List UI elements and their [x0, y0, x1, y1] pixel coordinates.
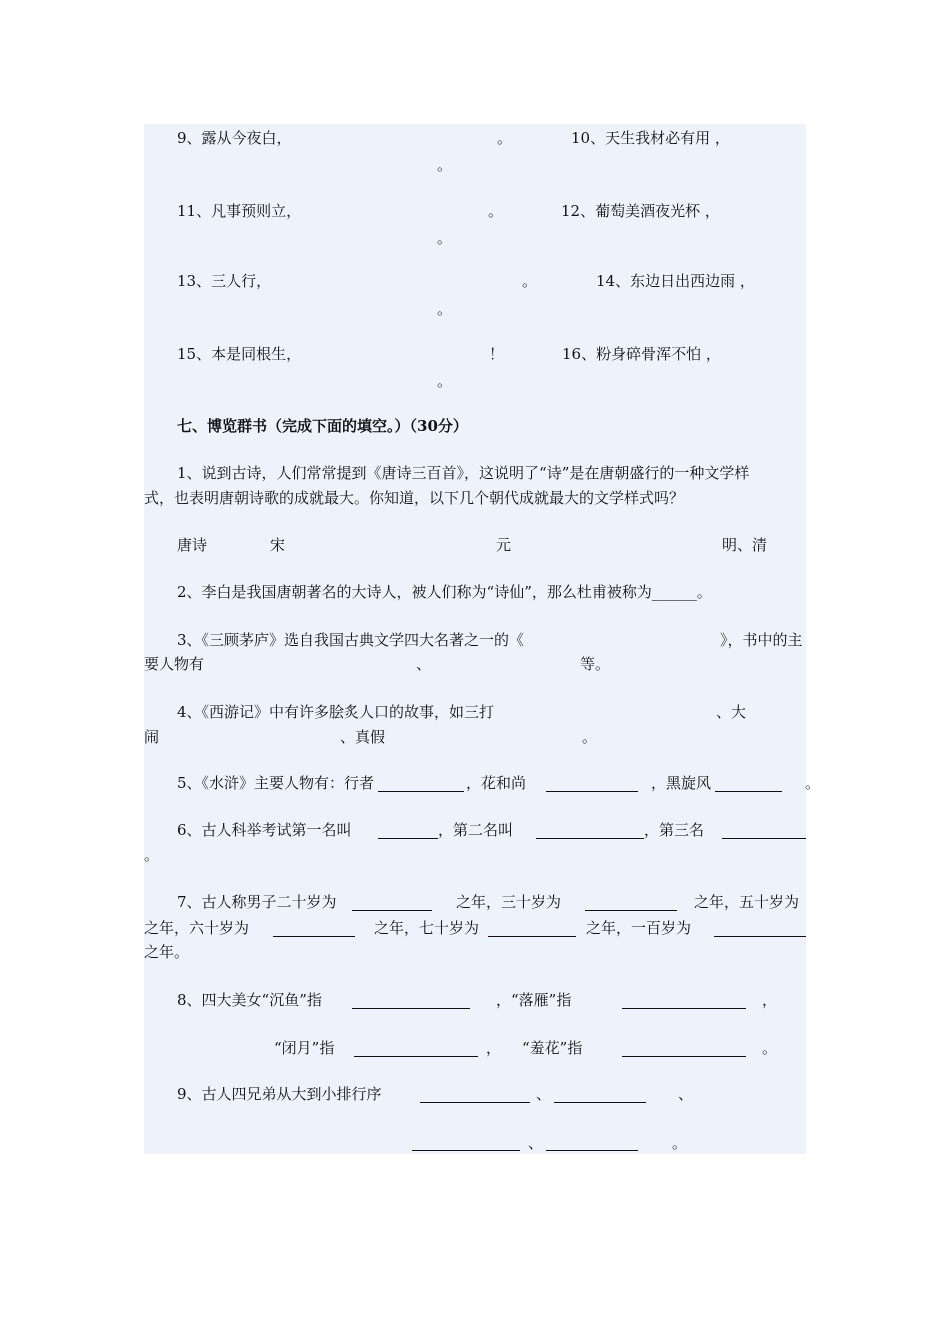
question-6-text: 6、古人科举考试第一名叫: [177, 821, 352, 839]
poem-second-line: 16、粉身碎骨浑不怕 ，: [562, 345, 721, 363]
poem-punct: 。: [522, 272, 538, 290]
question-8-text: ，“落雁”指: [496, 991, 572, 1009]
answer-blank[interactable]: [536, 838, 644, 839]
poem-end-punct: 。: [437, 372, 453, 390]
question-5-text: ，黑旋风: [651, 774, 712, 792]
dynasty-label: 明、清: [722, 536, 768, 554]
question-5-text: 5、《水浒》主要人物有：行者: [177, 774, 375, 792]
question-5-text: ，花和尚: [466, 774, 527, 792]
answer-blank[interactable]: [554, 1102, 646, 1103]
question-4-text: 4、《西游记》中有许多脍炙人口的故事，如三打: [177, 703, 495, 721]
poem-second-line: 14、东边日出西边雨 ，: [596, 272, 755, 290]
question-9-text: 9、古人四兄弟从大到小排行序: [177, 1085, 382, 1103]
answer-blank[interactable]: [378, 791, 464, 792]
answer-blank[interactable]: [378, 838, 438, 839]
question-8-text: ，: [486, 1039, 502, 1057]
poem-end-punct: 。: [437, 156, 453, 174]
question-7-text: 之年，五十岁为: [694, 893, 800, 911]
answer-blank[interactable]: [546, 791, 638, 792]
poem-end-punct: 。: [437, 229, 453, 247]
question-6-text: ，第二名叫: [438, 821, 514, 839]
question-7-text: 之年，六十岁为: [144, 919, 250, 937]
question-3-text: 》，书中的主: [720, 631, 803, 649]
question-6-text: ，第三名: [644, 821, 705, 839]
section-title: 七、博览群书（完成下面的填空。）（30分）: [177, 417, 468, 435]
question-7-text: 7、古人称男子二十岁为: [177, 893, 337, 911]
dynasty-label: 宋: [270, 536, 286, 554]
question-7-text: 之年。: [144, 943, 190, 961]
question-4-text: 。: [582, 728, 598, 746]
question-3-text: 3、《三顾茅庐》选自我国古典文学四大名著之一的《: [177, 631, 525, 649]
question-1-text: 1、说到古诗，人们常常提到《唐诗三百首》，这说明了“诗”是在唐朝盛行的一种文学样: [177, 464, 750, 482]
answer-blank[interactable]: [354, 1056, 478, 1057]
question-3-text: 要人物有: [144, 655, 205, 673]
question-7-text: 之年，三十岁为: [456, 893, 562, 911]
question-9-text: 、: [536, 1085, 552, 1103]
poem-punct: 。: [488, 202, 504, 220]
poem-second-line: 10、天生我材必有用 ，: [571, 129, 730, 147]
poem-end-punct: 。: [437, 300, 453, 318]
poem-first-line: 9、露从今夜白，: [177, 129, 292, 147]
answer-blank[interactable]: [585, 910, 677, 911]
question-3-text: 等。: [580, 655, 611, 673]
question-5-text: 。: [805, 774, 821, 792]
question-1-text-cont: 式，也表明唐朝诗歌的成就最大。你知道，以下几个朝代成就最大的文学样式吗？: [144, 489, 685, 507]
answer-blank[interactable]: [412, 1150, 520, 1151]
dynasty-label: 唐诗: [177, 536, 208, 554]
answer-blank[interactable]: [273, 936, 355, 937]
answer-blank[interactable]: [546, 1150, 638, 1151]
question-4-text: 闹: [144, 728, 160, 746]
question-8-text: “羞花”指: [522, 1039, 583, 1057]
question-6-text: 。: [144, 846, 160, 864]
question-8-text: “闭月”指: [274, 1039, 335, 1057]
question-7-text: 之年，一百岁为: [586, 919, 692, 937]
poem-first-line: 11、凡事预则立，: [177, 202, 302, 220]
question-4-text: 、真假: [340, 728, 386, 746]
answer-blank[interactable]: [352, 1008, 470, 1009]
answer-blank[interactable]: [715, 791, 782, 792]
poem-first-line: 13、三人行，: [177, 272, 272, 290]
question-9-text: 、: [678, 1085, 694, 1103]
poem-punct: ！: [489, 345, 505, 363]
poem-punct: 。: [497, 129, 513, 147]
question-3-text: 、: [416, 655, 432, 673]
question-8-text: 。: [762, 1039, 778, 1057]
answer-blank[interactable]: [420, 1102, 530, 1103]
poem-second-line: 12、葡萄美酒夜光杯 ，: [561, 202, 720, 220]
dynasty-label: 元: [496, 536, 512, 554]
answer-blank[interactable]: [722, 838, 806, 839]
question-4-text: 、大: [716, 703, 747, 721]
answer-blank[interactable]: [622, 1008, 746, 1009]
poem-first-line: 15、本是同根生，: [177, 345, 302, 363]
question-8-text: ，: [762, 991, 778, 1009]
answer-blank[interactable]: [622, 1056, 746, 1057]
question-9-text: 、: [528, 1134, 544, 1152]
answer-blank[interactable]: [488, 936, 576, 937]
question-9-text: 。: [672, 1134, 688, 1152]
question-8-text: 8、四大美女“沉鱼”指: [177, 991, 322, 1009]
answer-blank[interactable]: [714, 936, 806, 937]
question-2-text: 2、李白是我国唐朝著名的大诗人，被人们称为“诗仙”，那么杜甫被称为______。: [177, 583, 712, 601]
question-7-text: 之年，七十岁为: [374, 919, 480, 937]
answer-blank[interactable]: [352, 910, 432, 911]
